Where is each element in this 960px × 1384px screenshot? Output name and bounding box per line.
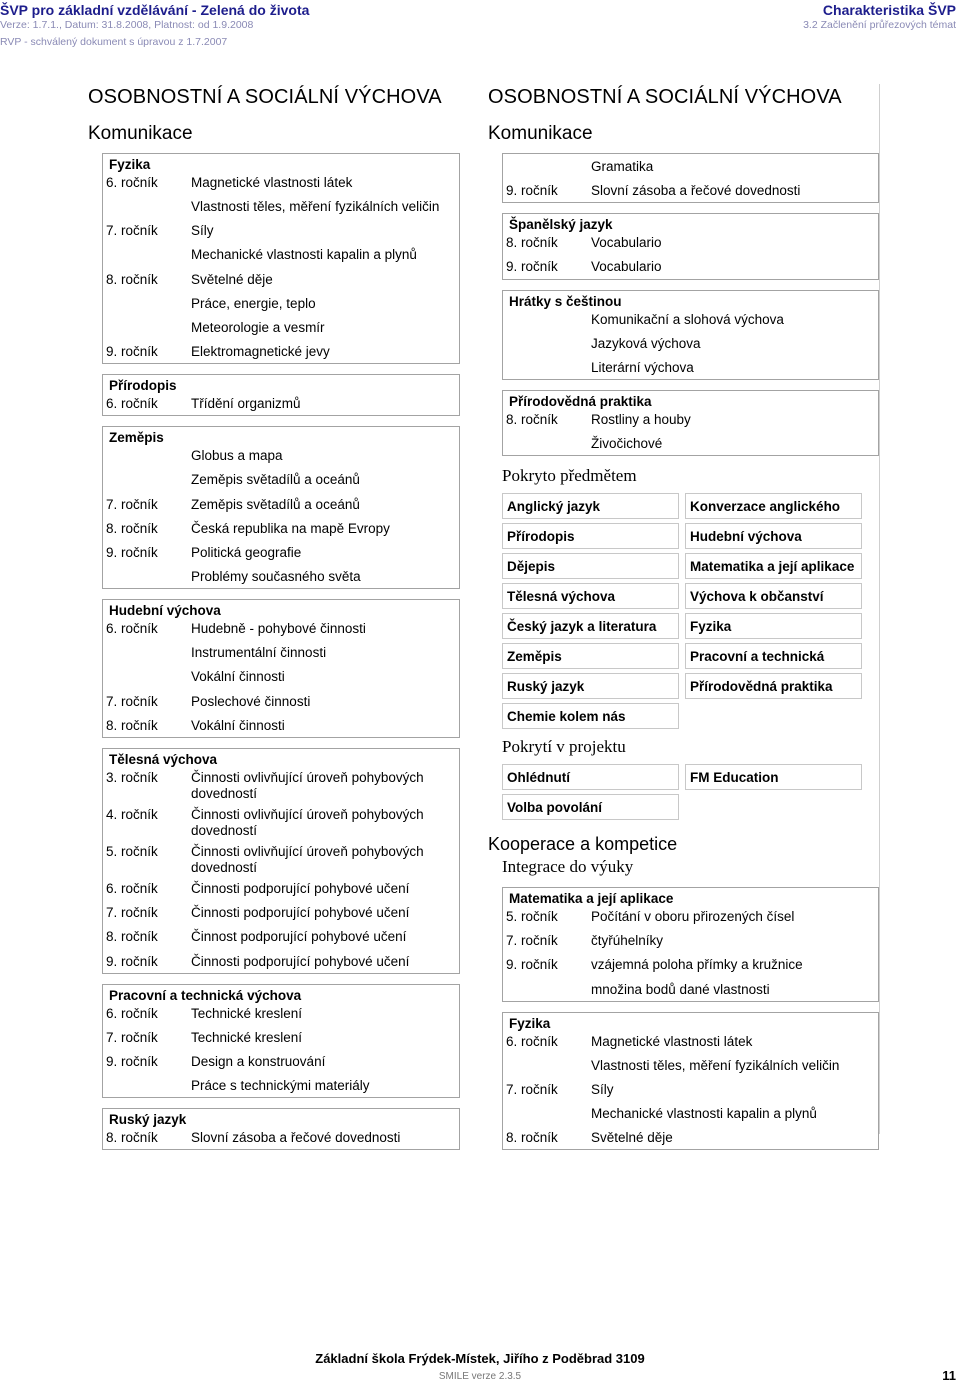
topic-cell: Instrumentální činnosti [191, 645, 327, 661]
topic-cell: Zeměpis světadílů a oceánů [191, 496, 360, 512]
topic-cell: Vlastnosti těles, měření fyzikálních veličin [191, 199, 440, 214]
topic-cell: Poslechové činnosti [191, 693, 311, 709]
topic-cell: Činnosti ovlivňující úroveň pohybových dovedností [191, 770, 424, 801]
table-row [102, 1073, 459, 1097]
coverage-cell: Chemie kolem nás [502, 703, 679, 729]
grade-cell: 8. ročník [506, 235, 558, 251]
table-row [502, 1032, 878, 1053]
subject-block [102, 1108, 460, 1150]
table-row [502, 1125, 878, 1149]
footer-software: SMILE verze 2.3.5 [438, 1371, 522, 1382]
topic-cell: Slovní zásoba a řečové dovednosti [191, 1130, 401, 1146]
coverage-grid [502, 493, 879, 729]
table-row [502, 907, 878, 928]
subject-block [102, 153, 460, 364]
topic-cell: Světelné děje [191, 271, 273, 287]
topic-cell: Gramatika [591, 159, 654, 174]
subject-title: Matematika a její aplikace [503, 887, 878, 907]
section-subtitle: 3.2 Začlenění průřezových témat [803, 19, 956, 31]
coverage-cell: Konverzace anglického [685, 493, 862, 519]
subject-block [102, 599, 460, 738]
table-row [102, 467, 459, 491]
project-cell: Volba povolání [502, 794, 679, 820]
topic-cell: Práce s technickými materiály [191, 1078, 370, 1094]
coverage-cell: Pracovní a technická [685, 643, 862, 669]
table-row [102, 900, 459, 924]
page-number: 11 [942, 1368, 956, 1383]
table-row [102, 876, 459, 900]
integration-subject-list [488, 887, 879, 1150]
topic-cell: Elektromagnetické jevy [191, 344, 330, 360]
subject-title: Hudební výchova [103, 599, 459, 619]
table-row [502, 178, 878, 202]
topic-cell: Vlastnosti těles, měření fyzikálních veličin [591, 1057, 840, 1073]
table-row [102, 1128, 459, 1149]
table-row [102, 267, 459, 291]
table-row [102, 173, 459, 194]
subject-title: Přírodopis [103, 374, 459, 394]
project-title: Pokrytí v projektu [502, 737, 626, 757]
topic-cell: Globus a mapa [191, 448, 283, 464]
grade-cell: 8. ročník [106, 520, 158, 536]
subject-block [102, 426, 460, 589]
table-row [102, 1049, 459, 1073]
topic-cell: Technické kreslení [191, 1005, 303, 1021]
subject-block [502, 1012, 879, 1151]
topic-cell: vzájemná poloha přímky a kružnice [591, 957, 803, 973]
grade-cell: 6. ročník [106, 881, 158, 896]
topic-cell: Činnosti podporující pohybové učení [191, 881, 410, 896]
grade-cell: 3. ročník [106, 770, 158, 785]
coverage-cell: Zeměpis [502, 643, 679, 669]
grade-cell: 9. ročník [106, 544, 158, 560]
topic-cell: Literární výchova [591, 359, 694, 375]
left-subject-list [88, 153, 460, 1150]
table-row [502, 977, 878, 1001]
grade-cell: 6. ročník [106, 175, 158, 190]
grade-cell: 6. ročník [506, 1033, 558, 1049]
footer-school: Základní škola Frýdek-Místek, Jiřího z Poděbrad 3109 [315, 1351, 645, 1366]
topic-cell: množina bodů dané vlastnosti [591, 981, 770, 997]
subject-block [102, 748, 460, 974]
table-row [502, 1053, 878, 1077]
table-row [102, 291, 459, 315]
subject-block [502, 213, 879, 279]
topic-cell: Třídění organizmů [191, 396, 301, 412]
table-row [502, 233, 878, 254]
grade-cell: 9. ročník [106, 953, 158, 969]
document-title: ŠVP pro základní vzdělávání - Zelená do života [0, 2, 310, 18]
coop-title: Kooperace a kompetice [488, 834, 678, 855]
topic-cell: Mechanické vlastnosti kapalin a plynů [591, 1106, 817, 1122]
topic-cell: Rostliny a houby [591, 411, 691, 427]
topic-cell: čtyřúhelníky [591, 933, 664, 949]
section-title: Charakteristika ŠVP [822, 2, 956, 18]
topic-cell: Živočichové [591, 435, 663, 451]
subject-block [502, 390, 879, 456]
topic-cell: Síly [191, 223, 214, 239]
table-row [102, 516, 459, 540]
grade-cell: 9. ročník [106, 1053, 158, 1069]
right-subject-list [488, 153, 879, 456]
left-subtitle: Komunikace [88, 123, 193, 144]
topic-cell: Problémy současného světa [191, 569, 361, 585]
table-row [102, 194, 459, 218]
coverage-cell: Hudební výchova [685, 523, 862, 549]
grade-cell: 8. ročník [106, 271, 158, 287]
table-row [502, 952, 878, 976]
table-row [102, 924, 459, 948]
table-row [502, 254, 878, 278]
coverage-cell: Matematika a její aplikace [685, 553, 862, 579]
table-row [102, 446, 459, 467]
grade-cell: 8. ročník [106, 1130, 158, 1146]
coverage-cell: Výchova k občanství [685, 583, 862, 609]
grade-cell: 7. ročník [506, 1081, 558, 1097]
subject-block [502, 153, 879, 203]
table-row [502, 154, 878, 178]
coverage-cell: Tělesná výchova [502, 583, 679, 609]
version-line: Verze: 1.7.1., Datum: 31.8.2008, Platnost: od 1.9.2008 [0, 19, 254, 31]
topic-cell: Vocabulario [591, 259, 662, 275]
topic-cell: Vocabulario [591, 235, 662, 251]
topic-cell: Politická geografie [191, 544, 302, 560]
topic-cell: Design a konstruování [191, 1053, 326, 1069]
table-row [102, 619, 459, 640]
coverage-cell: Český jazyk a literatura [502, 613, 679, 639]
table-row [102, 242, 459, 266]
topic-cell: Činnosti podporující pohybové učení [191, 905, 410, 921]
table-row [502, 355, 878, 379]
coverage-cell: Přírodovědná praktika [685, 673, 862, 699]
table-row [502, 310, 878, 331]
right-column [488, 84, 880, 1146]
table-row [102, 640, 459, 664]
table-row [102, 768, 459, 802]
topic-cell: Síly [591, 1081, 614, 1097]
topic-cell: Mechanické vlastnosti kapalin a plynů [191, 247, 417, 263]
table-row [102, 492, 459, 516]
topic-cell: Počítání v oboru přirozených čísel [591, 909, 795, 925]
table-row [102, 839, 459, 876]
table-row [102, 315, 459, 339]
topic-cell: Činnost podporující pohybové učení [191, 929, 407, 945]
left-main-title: OSOBNOSTNÍ A SOCIÁLNÍ VÝCHOVA [88, 86, 442, 108]
coverage-cell: Ruský jazyk [502, 673, 679, 699]
table-row [102, 1004, 459, 1025]
topic-cell: Jazyková výchova [591, 335, 701, 351]
grade-cell: 8. ročník [106, 717, 158, 733]
grade-cell: 7. ročník [106, 693, 158, 709]
grade-cell: 7. ročník [106, 223, 158, 239]
integration-title: Integrace do výuky [502, 857, 634, 877]
topic-cell: Slovní zásoba a řečové dovednosti [591, 183, 801, 199]
subject-title: Ruský jazyk [103, 1108, 459, 1128]
grade-cell: 5. ročník [506, 909, 558, 925]
subject-title: Fyzika [103, 153, 459, 173]
subject-title: Fyzika [503, 1012, 878, 1032]
coverage-cell: Přírodopis [502, 523, 679, 549]
grade-cell: 4. ročník [106, 807, 158, 822]
table-row [502, 1101, 878, 1125]
subject-block [502, 290, 879, 380]
grade-cell: 5. ročník [106, 844, 158, 859]
grade-cell: 9. ročník [506, 259, 558, 275]
table-row [102, 713, 459, 737]
subject-title: Tělesná výchova [103, 748, 459, 768]
subject-block [502, 887, 879, 1002]
subject-title: Španělský jazyk [503, 213, 878, 233]
table-row [502, 410, 878, 431]
topic-cell: Magnetické vlastnosti látek [591, 1033, 753, 1049]
grade-cell: 6. ročník [106, 396, 158, 412]
grade-cell: 9. ročník [106, 344, 158, 360]
grade-cell: 7. ročník [106, 1029, 158, 1045]
grade-cell: 8. ročník [106, 929, 158, 945]
grade-cell: 8. ročník [506, 1130, 558, 1146]
topic-cell: Vokální činnosti [191, 669, 285, 685]
table-row [102, 689, 459, 713]
topic-cell: Meteorologie a vesmír [191, 319, 325, 335]
subject-title: Pracovní a technická výchova [103, 984, 459, 1004]
left-column [88, 84, 460, 1160]
grade-cell: 9. ročník [506, 183, 558, 199]
grade-cell: 6. ročník [106, 1005, 158, 1021]
project-grid [502, 764, 879, 820]
table-row [102, 218, 459, 242]
table-row [102, 1025, 459, 1049]
subject-title: Hrátky s češtinou [503, 290, 878, 310]
topic-cell: Činnosti podporující pohybové učení [191, 953, 410, 969]
table-row [502, 431, 878, 455]
grade-cell: 7. ročník [106, 496, 158, 512]
rvp-line: RVP - schválený dokument s úpravou z 1.7.2007 [0, 36, 228, 48]
grade-cell: 7. ročník [106, 905, 158, 921]
topic-cell: Magnetické vlastnosti látek [191, 175, 353, 190]
table-row [502, 928, 878, 952]
topic-cell: Činnosti ovlivňující úroveň pohybových dovedností [191, 844, 424, 875]
grade-cell: 6. ročník [106, 621, 158, 637]
topic-cell: Hudebně - pohybové činnosti [191, 621, 366, 637]
coverage-title: Pokryto předmětem [502, 466, 637, 486]
table-row [102, 540, 459, 564]
coverage-cell: Fyzika [685, 613, 862, 639]
topic-cell: Světelné děje [591, 1130, 673, 1146]
table-row [102, 664, 459, 688]
project-cell: Ohlédnutí [502, 764, 679, 790]
grade-cell: 9. ročník [506, 957, 558, 973]
grade-cell: 8. ročník [506, 411, 558, 427]
right-main-title: OSOBNOSTNÍ A SOCIÁLNÍ VÝCHOVA [488, 86, 842, 108]
grade-cell: 7. ročník [506, 933, 558, 949]
subject-block [102, 374, 460, 416]
topic-cell: Vokální činnosti [191, 717, 285, 733]
table-row [102, 802, 459, 839]
coverage-cell: Anglický jazyk [502, 493, 679, 519]
topic-cell: Činnosti ovlivňující úroveň pohybových dovedností [191, 807, 424, 838]
subject-block [102, 984, 460, 1099]
right-subtitle: Komunikace [488, 123, 593, 144]
topic-cell: Technické kreslení [191, 1029, 303, 1045]
table-row [502, 331, 878, 355]
table-row [102, 564, 459, 588]
topic-cell: Zeměpis světadílů a oceánů [191, 472, 360, 488]
table-row [102, 339, 459, 363]
topic-cell: Česká republika na mapě Evropy [191, 520, 390, 536]
topic-cell: Komunikační a slohová výchova [591, 311, 784, 327]
subject-title: Zeměpis [103, 426, 459, 446]
table-row [102, 949, 459, 973]
table-row [102, 394, 459, 415]
topic-cell: Práce, energie, teplo [191, 295, 316, 311]
coverage-cell: Dějepis [502, 553, 679, 579]
subject-title: Přírodovědná praktika [503, 390, 878, 410]
project-cell: FM Education [685, 764, 862, 790]
table-row [502, 1077, 878, 1101]
